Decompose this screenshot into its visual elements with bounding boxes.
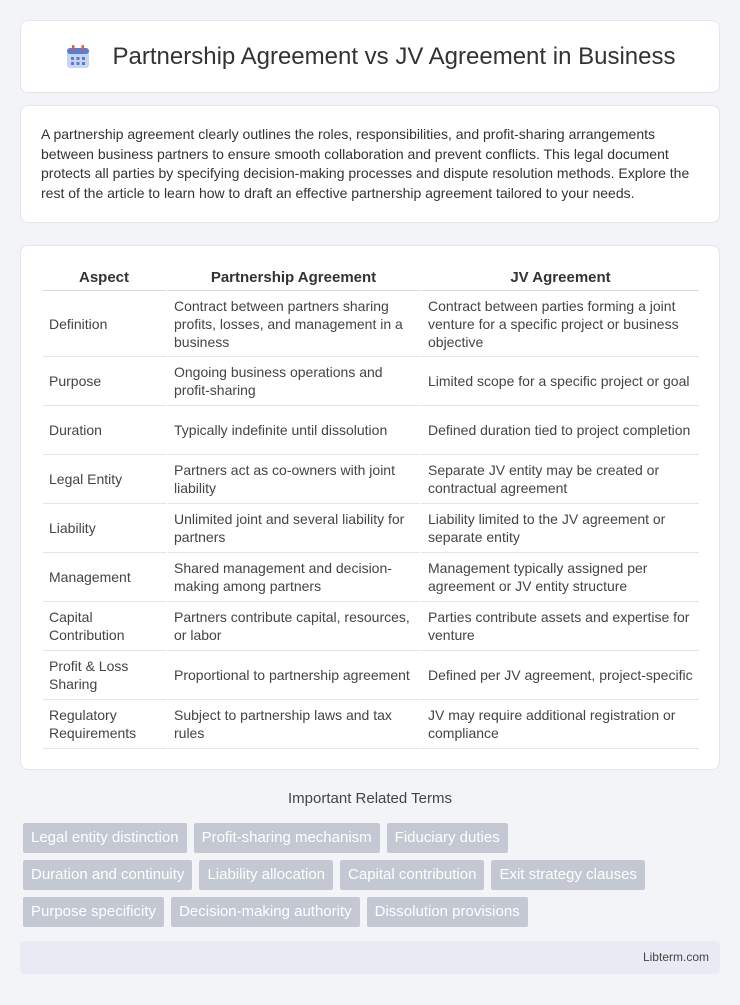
table-row bbox=[43, 553, 699, 602]
footer bbox=[20, 941, 720, 974]
row-aspect: Duration bbox=[43, 406, 168, 455]
row-partnership: Proportional to partnership agreement bbox=[168, 651, 422, 700]
term-tag[interactable]: Capital contribution bbox=[340, 860, 484, 890]
comparison-table bbox=[43, 266, 699, 749]
header-jv: JV Agreement bbox=[422, 266, 699, 291]
row-aspect: Capital Contribution bbox=[43, 602, 168, 651]
page-title: Partnership Agreement vs JV Agreement in Business bbox=[112, 42, 676, 70]
row-jv: Contract between parties forming a joint venture for a specific project or business objective bbox=[422, 291, 699, 357]
table-row bbox=[43, 602, 699, 651]
row-aspect: Purpose bbox=[43, 357, 168, 406]
row-partnership: Unlimited joint and several liability for partners bbox=[168, 504, 422, 553]
calendar-grid-icon bbox=[65, 44, 91, 70]
row-aspect: Management bbox=[43, 553, 168, 602]
row-partnership: Shared management and decision-making among partners bbox=[168, 553, 422, 602]
title-card bbox=[20, 20, 720, 93]
row-jv: Defined duration tied to project completion bbox=[422, 406, 699, 455]
row-jv: Parties contribute assets and expertise for venture bbox=[422, 602, 699, 651]
row-partnership: Partners act as co-owners with joint liability bbox=[168, 455, 422, 504]
table-row bbox=[43, 455, 699, 504]
footer-site-link[interactable]: Libterm.com bbox=[642, 950, 709, 964]
table-row bbox=[43, 406, 699, 455]
table-row bbox=[43, 357, 699, 406]
header-partnership: Partnership Agreement bbox=[168, 266, 422, 291]
row-partnership: Subject to partnership laws and tax rules bbox=[168, 700, 422, 749]
row-aspect: Definition bbox=[43, 291, 168, 357]
row-aspect: Legal Entity bbox=[43, 455, 168, 504]
row-jv: Separate JV entity may be created or contractual agreement bbox=[422, 455, 699, 504]
table-row bbox=[43, 291, 699, 357]
header-aspect: Aspect bbox=[43, 266, 168, 291]
related-terms-title: Important Related Terms bbox=[288, 790, 452, 807]
related-terms-tags bbox=[23, 823, 703, 934]
intro-text: A partnership agreement clearly outlines the roles, responsibilities, and profit-sharing arrangements between business partners to ensure smooth collaboration and prevent conflicts. This legal document protects all parties by specifying decision-making processes and dispute resolution methods. Explore the rest of the article to learn how to draft an effective partnership agreement tailored to your needs. bbox=[41, 126, 690, 201]
row-partnership: Typically indefinite until dissolution bbox=[168, 406, 422, 455]
row-jv: Management typically assigned per agreement or JV entity structure bbox=[422, 553, 699, 602]
term-tag[interactable]: Purpose specificity bbox=[23, 897, 164, 927]
term-tag[interactable]: Dissolution provisions bbox=[367, 897, 528, 927]
row-partnership: Ongoing business operations and profit-sharing bbox=[168, 357, 422, 406]
table-row bbox=[43, 504, 699, 553]
term-tag[interactable]: Duration and continuity bbox=[23, 860, 192, 890]
row-aspect: Liability bbox=[43, 504, 168, 553]
table-row bbox=[43, 651, 699, 700]
table-row bbox=[43, 700, 699, 749]
term-tag[interactable]: Exit strategy clauses bbox=[491, 860, 645, 890]
row-partnership: Contract between partners sharing profits, losses, and management in a business bbox=[168, 291, 422, 357]
row-jv: Liability limited to the JV agreement or separate entity bbox=[422, 504, 699, 553]
row-jv: Defined per JV agreement, project-specific bbox=[422, 651, 699, 700]
row-aspect: Profit & Loss Sharing bbox=[43, 651, 168, 700]
term-tag[interactable]: Decision-making authority bbox=[171, 897, 360, 927]
table-header-row bbox=[43, 266, 699, 291]
row-jv: Limited scope for a specific project or goal bbox=[422, 357, 699, 406]
term-tag[interactable]: Fiduciary duties bbox=[387, 823, 508, 853]
row-partnership: Partners contribute capital, resources, or labor bbox=[168, 602, 422, 651]
row-jv: JV may require additional registration or compliance bbox=[422, 700, 699, 749]
term-tag[interactable]: Liability allocation bbox=[199, 860, 333, 890]
intro-card bbox=[20, 105, 720, 223]
term-tag[interactable]: Legal entity distinction bbox=[23, 823, 187, 853]
row-aspect: Regulatory Requirements bbox=[43, 700, 168, 749]
term-tag[interactable]: Profit-sharing mechanism bbox=[194, 823, 380, 853]
comparison-card bbox=[20, 245, 720, 770]
